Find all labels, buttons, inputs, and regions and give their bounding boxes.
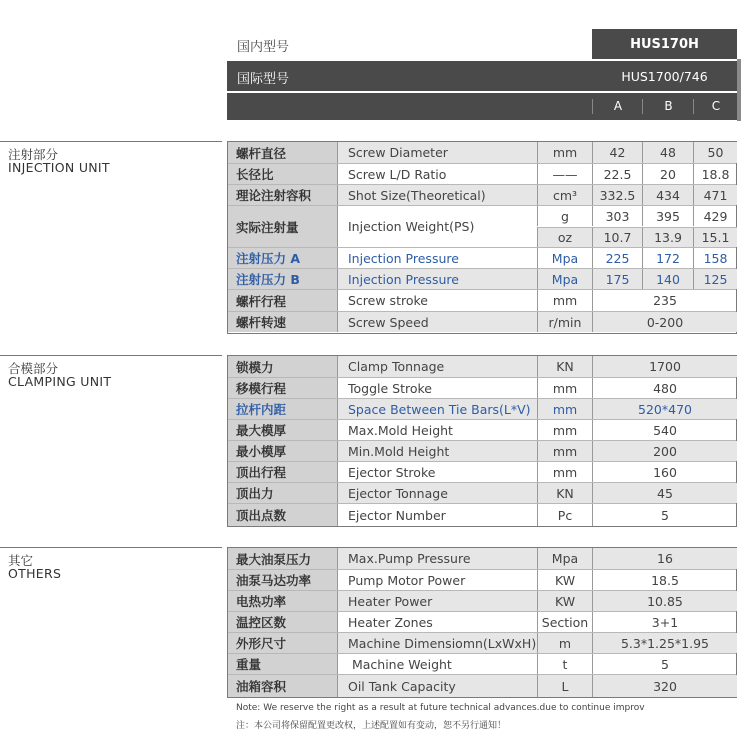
row-label-cn: 顶出点数: [228, 504, 337, 526]
row-label-en: Machine Weight: [337, 654, 537, 674]
model-name: HUS170H: [630, 36, 699, 52]
value-b-g: 395: [642, 206, 693, 226]
others-table: [227, 547, 737, 698]
value-c-g: 429: [693, 206, 737, 226]
value-all: 480: [592, 378, 737, 398]
row-label-en: Min.Mold Height: [337, 441, 537, 461]
note-cn: 注：本公司将保留配置更改权，上述配置如有变动，恕不另行通知！: [236, 721, 507, 731]
table-row: [228, 419, 736, 440]
row-unit: mm: [537, 462, 592, 482]
row-label-cn: 顶出力: [228, 483, 337, 503]
row-label-en: Heater Zones: [337, 612, 537, 632]
row-unit: mm: [537, 142, 592, 163]
others-divider: [0, 547, 222, 548]
clamping-title-cn: 合模部分: [8, 361, 59, 376]
row-label-en: Screw L/D Ratio: [337, 164, 537, 184]
row-label-en: Oil Tank Capacity: [337, 675, 537, 697]
row-unit: m: [537, 633, 592, 653]
intl-model-name: HUS1700/746: [621, 69, 708, 84]
row-label-cn: 最大模厚: [228, 420, 337, 440]
value-a: 22.5: [592, 164, 642, 184]
row-label-en: Ejector Tonnage: [337, 483, 537, 503]
value-all: 3+1: [592, 612, 737, 632]
value-b: 20: [642, 164, 693, 184]
clamping-table: [227, 355, 737, 527]
row-label-en: Screw Speed: [337, 312, 537, 332]
row-label-cn: 最小模厚: [228, 441, 337, 461]
table-row: [228, 311, 736, 332]
row-unit: ——: [537, 164, 592, 184]
injection-table: [227, 141, 737, 334]
table-row: [228, 611, 736, 632]
row-unit: Mpa: [537, 548, 592, 569]
table-row: [228, 548, 736, 569]
value-all: 160: [592, 462, 737, 482]
value-all: 520*470: [592, 399, 737, 419]
table-row: [228, 247, 736, 268]
row-label-cn: 实际注射量: [228, 206, 337, 247]
value-b-oz: 13.9: [642, 227, 693, 247]
value-b: 48: [642, 142, 693, 163]
row-unit: Section: [537, 612, 592, 632]
row-label-en: Ejector Stroke: [337, 462, 537, 482]
value-c: 158: [693, 248, 737, 268]
table-row: [228, 268, 736, 289]
row-label-cn: 温控区数: [228, 612, 337, 632]
value-all: 1700: [592, 356, 737, 377]
row-label-cn: 油泵马达功率: [228, 570, 337, 590]
domestic-model-label: 国内型号: [237, 40, 290, 55]
value-all: 18.5: [592, 570, 737, 590]
value-c: 125: [693, 269, 737, 289]
row-label-en: Space Between Tie Bars(L*V): [337, 399, 537, 419]
row-label-cn: 外形尺寸: [228, 633, 337, 653]
table-row: [228, 503, 736, 526]
row-label-en: Injection Pressure: [337, 269, 537, 289]
row-unit: L: [537, 675, 592, 697]
row-label-en: Clamp Tonnage: [337, 356, 537, 377]
row-unit: Pc: [537, 504, 592, 526]
row-unit-oz: oz: [537, 227, 592, 247]
value-a-g: 303: [592, 206, 642, 226]
injection-title-cn: 注射部分: [8, 147, 59, 162]
row-label-cn: 移模行程: [228, 378, 337, 398]
intl-model-row: [227, 61, 737, 91]
variant-row: [227, 93, 737, 120]
variant-a: A: [592, 99, 643, 114]
table-row: [228, 356, 736, 377]
row-unit: mm: [537, 378, 592, 398]
row-label-cn: 电热功率: [228, 591, 337, 611]
row-label-cn: 最大油泵压力: [228, 548, 337, 569]
value-all: 200: [592, 441, 737, 461]
others-title-en: OTHERS: [8, 566, 62, 581]
value-a: 42: [592, 142, 642, 163]
value-a: 225: [592, 248, 642, 268]
value-all: 5: [592, 504, 737, 526]
row-label-cn: 螺杆转速: [228, 312, 337, 332]
others-title-cn: 其它: [8, 553, 34, 568]
row-unit: KW: [537, 570, 592, 590]
row-unit: r/min: [537, 312, 592, 332]
value-all: 540: [592, 420, 737, 440]
row-label-cn: 理论注射容积: [228, 185, 337, 205]
row-unit: KN: [537, 483, 592, 503]
row-label-cn: 锁模力: [228, 356, 337, 377]
row-label-en: Max.Pump Pressure: [337, 548, 537, 569]
row-label-en: Heater Power: [337, 591, 537, 611]
value-all: 16: [592, 548, 737, 569]
value-all: 0-200: [592, 312, 737, 332]
value-c-oz: 15.1: [693, 227, 737, 247]
row-label-en: Injection Pressure: [337, 248, 537, 268]
row-unit: KN: [537, 356, 592, 377]
model-name-cell: [592, 29, 737, 59]
row-label-cn: 长径比: [228, 164, 337, 184]
value-a: 332.5: [592, 185, 642, 205]
row-label-en: Screw stroke: [337, 290, 537, 311]
value-all: 235: [592, 290, 737, 311]
row-label-cn: 螺杆行程: [228, 290, 337, 311]
table-row: [228, 482, 736, 503]
variant-c: C: [693, 99, 738, 114]
intl-model-label: 国际型号: [237, 72, 290, 87]
value-all: 10.85: [592, 591, 737, 611]
row-label-en: Toggle Stroke: [337, 378, 537, 398]
table-row: [228, 184, 736, 205]
row-label-en: Machine Dimensiomn(LxWxH): [337, 633, 537, 653]
table-row: [228, 205, 736, 247]
table-row: [228, 163, 736, 184]
clamping-title-en: CLAMPING UNIT: [8, 374, 112, 389]
table-row: [228, 653, 736, 674]
row-label-en: Pump Motor Power: [337, 570, 537, 590]
row-unit: mm: [537, 441, 592, 461]
row-label-cn: 顶出行程: [228, 462, 337, 482]
table-row: [228, 440, 736, 461]
value-a-oz: 10.7: [592, 227, 642, 247]
row-unit: Mpa: [537, 269, 592, 289]
row-unit: cm³: [537, 185, 592, 205]
table-row: [228, 590, 736, 611]
value-all: 5: [592, 654, 737, 674]
value-all: 5.3*1.25*1.95: [592, 633, 737, 653]
value-all: 320: [592, 675, 737, 697]
row-unit: mm: [537, 290, 592, 311]
row-unit: mm: [537, 399, 592, 419]
row-label-cn: 油箱容积: [228, 675, 337, 697]
row-unit: mm: [537, 420, 592, 440]
value-b: 434: [642, 185, 693, 205]
table-row: [228, 398, 736, 419]
value-c: 50: [693, 142, 737, 163]
value-b: 140: [642, 269, 693, 289]
table-row: [228, 377, 736, 398]
row-label-en: Screw Diameter: [337, 142, 537, 163]
row-label-en: Shot Size(Theoretical): [337, 185, 537, 205]
row-label-cn: 重量: [228, 654, 337, 674]
injection-title-en: INJECTION UNIT: [8, 160, 110, 175]
table-row: [228, 461, 736, 482]
table-row: [228, 632, 736, 653]
variant-b: B: [642, 99, 694, 114]
note-en: Note: We reserve the right as a result at future technical advances.due to continue improv: [236, 703, 645, 713]
table-row: [228, 569, 736, 590]
row-unit: KW: [537, 591, 592, 611]
row-unit-g: g: [537, 206, 592, 226]
row-label-cn: 拉杆内距: [228, 399, 337, 419]
table-row: [228, 289, 736, 311]
clamping-divider: [0, 355, 222, 356]
row-label-cn: 注射压力 A: [228, 248, 337, 268]
value-c: 471: [693, 185, 737, 205]
value-b: 172: [642, 248, 693, 268]
row-label-en: Injection Weight(PS): [337, 206, 537, 247]
row-unit: Mpa: [537, 248, 592, 268]
row-label-en: Max.Mold Height: [337, 420, 537, 440]
value-c: 18.8: [693, 164, 737, 184]
table-row: [228, 674, 736, 697]
row-label-cn: 螺杆直径: [228, 142, 337, 163]
table-row: [228, 142, 736, 163]
value-all: 45: [592, 483, 737, 503]
row-label-cn: 注射压力 B: [228, 269, 337, 289]
injection-divider: [0, 141, 222, 142]
row-unit: t: [537, 654, 592, 674]
value-a: 175: [592, 269, 642, 289]
row-label-en: Ejector Number: [337, 504, 537, 526]
